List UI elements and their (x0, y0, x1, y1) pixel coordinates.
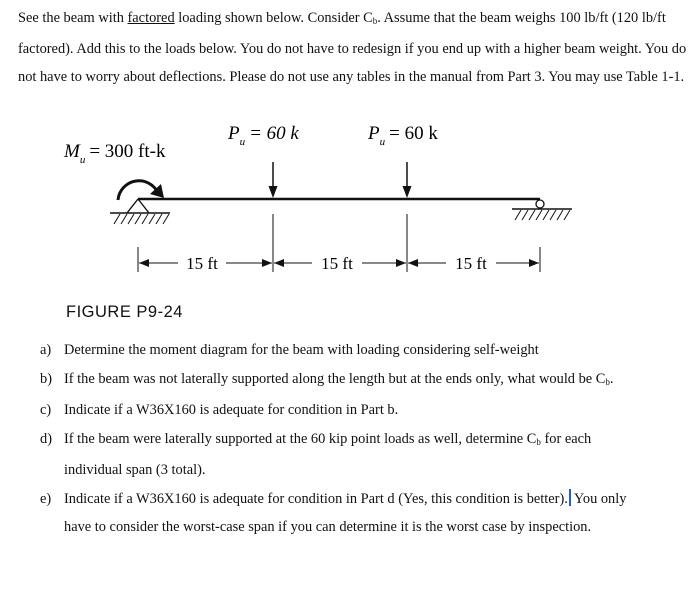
span-3-label: 15 ft (455, 254, 487, 273)
load2-label: $P_u = 60$ k (368, 123, 438, 148)
question-text-end: . (609, 370, 614, 387)
question-e (0, 485, 644, 542)
right-roller-support (512, 200, 572, 220)
question-text: Indicate if a W36X160 is adequate for condition in Part d (Yes, this condition is better). (64, 490, 568, 507)
point-load-2-arrow (403, 162, 412, 198)
figure-caption: FIGURE P9-24 (66, 303, 183, 321)
cb-subscript: b (372, 16, 378, 26)
question-letter: d) (40, 430, 52, 447)
problem-statement (18, 4, 688, 91)
question-letter: e) (40, 490, 52, 507)
question-b (0, 365, 644, 397)
question-text-continued: You only have to consider the worst-case span if you can determine it is the worst case by inspection. (64, 490, 627, 535)
factored-word: factored (127, 10, 175, 26)
span-1-label: 15 ft (186, 254, 218, 273)
question-text: If the beam was not laterally supported along the length but at the ends only, what would be C (64, 370, 606, 387)
intro-text-2: loading shown below. Consider C (174, 10, 373, 26)
point-load-1-arrow (269, 162, 278, 198)
span-2-label: 15 ft (321, 254, 353, 273)
question-letter: b) (40, 370, 52, 387)
intro-text-3: . Assume that the beam weighs 100 lb/ft (120 lb/ft factored). Add this to the loads below. You do not have to redesign if you end up with a higher beam weight. You do not have to worry about deflections. Please do not use any tables in the manual from Part 3. You may use Table 1-1. (18, 10, 687, 85)
question-text-end: for each individual span (3 total). (64, 430, 592, 478)
question-a (0, 336, 644, 365)
left-pin-support (110, 199, 170, 224)
question-text: Determine the moment diagram for the beam with loading considering self-weight (64, 342, 539, 358)
question-text: If the beam were laterally supported at the 60 kip point loads as well, determine C (64, 430, 537, 447)
question-letter: a) (40, 342, 52, 358)
question-d (0, 425, 644, 485)
question-letter: c) (40, 402, 52, 418)
intro-text-1: See the beam with (18, 10, 128, 26)
moment-label: $M_u = 300$ ft-k (64, 141, 166, 166)
beam-diagram (0, 112, 700, 297)
question-c (0, 396, 644, 425)
load1-label: $P_u = 60$ k (228, 123, 299, 148)
cb-subscript: b (536, 436, 541, 447)
cb-subscript: b (605, 376, 610, 387)
question-text: Indicate if a W36X160 is adequate for condition in Part b. (64, 402, 399, 418)
moment-arrow-icon (118, 181, 164, 200)
question-list (0, 336, 700, 542)
text-cursor[interactable] (569, 489, 571, 506)
